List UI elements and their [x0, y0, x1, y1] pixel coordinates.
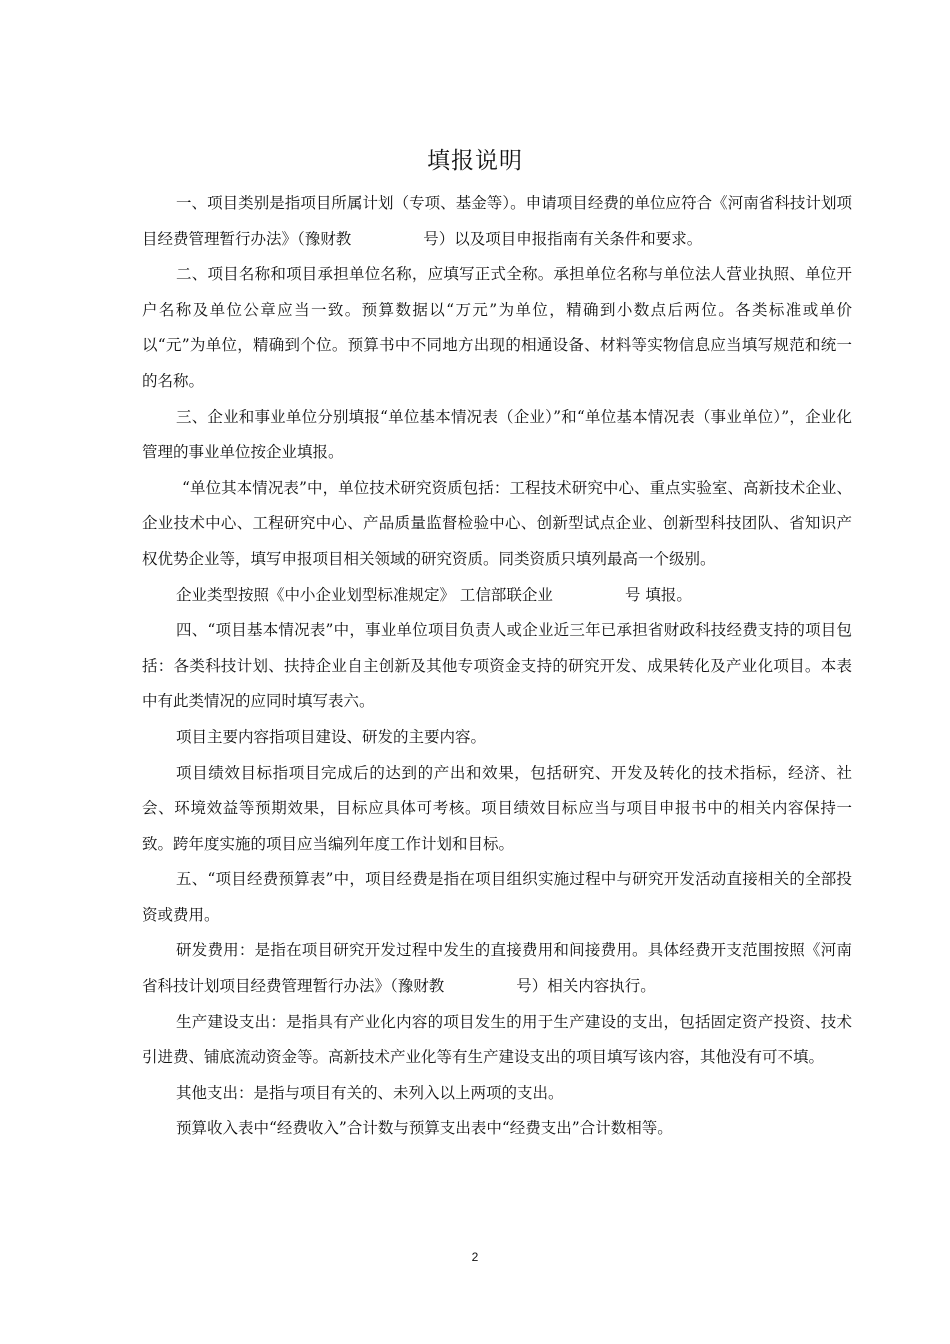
- paragraph-10-text-end: 号）相关内容执行。: [516, 977, 656, 996]
- paragraph-12: 其他支出：是指与项目有关的、未列入以上两项的支出。: [176, 1083, 564, 1102]
- paragraph-2: 二、项目名称和项目承担单位名称，应填写正式全称。承担单位名称与单位法人营业执照、单位开户名称及单位公章应当一致。预算数据以“万元”为单位，精确到小数点后两位。各类标准或单价以“元”为单位，精确到个位。预算书中不同地方出现的相通设备、材料等实物信息应当填写规范和统一的名称。: [142, 265, 852, 390]
- paragraph-4: “单位其本情况表”中，单位技术研究资质包括：工程技术研究中心、重点实验室、高新技术企业、企业技术中心、工程研究中心、产品质量监督检验中心、创新型试点企业、创新型科技团队、省知识产权优势企业等，填写申报项目相关领域的研究资质。同类资质只填列最高一个级别。: [142, 478, 852, 568]
- paragraph-1-text-end: 号）以及项目申报指南有关条件和要求。: [423, 229, 703, 248]
- paragraph-10-text: 研发费用：是指在项目研究开发过程中发生的直接费用和间接费用。具体经费开支范围按照《河南省科技计划项目经费管理暂行办法》（豫财教: [142, 941, 852, 996]
- page-title: 填报说明: [427, 148, 523, 174]
- paragraph-5: [142, 578, 852, 614]
- paragraph-7: 项目主要内容指项目建设、研发的主要内容。: [176, 727, 487, 746]
- instructions-body: [142, 186, 852, 1147]
- paragraph-1: [142, 186, 852, 257]
- page-number: 2: [471, 1250, 479, 1264]
- paragraph-1-text: 一、项目类别是指项目所属计划（专项、基金等）。申请项目经费的单位应符合《河南省科技计划项目经费管理暂行办法》（豫财教: [142, 194, 852, 248]
- paragraph-5-text-end: 号 填报。: [624, 585, 692, 604]
- paragraph-10: [142, 933, 852, 1004]
- paragraph-6: 四、“项目基本情况表”中，事业单位项目负责人或企业近三年已承担省财政科技经费支持的项目包括：各类科技计划、扶持企业自主创新及其他专项资金支持的研究开发、成果转化及产业化项目。本表中有此类情况的应同时填写表六。: [142, 621, 852, 711]
- paragraph-5-text: 企业类型按照《中小企业划型标准规定》 工信部联企业: [176, 585, 553, 604]
- paragraph-3: 三、企业和事业单位分别填报“单位基本情况表（企业）”和“单位基本情况表（事业单位）”，企业化管理的事业单位按企业填报。: [142, 407, 852, 462]
- paragraph-9: 五、“项目经费预算表”中，项目经费是指在项目组织实施过程中与研究开发活动直接相关的全部投资或费用。: [142, 870, 852, 924]
- paragraph-13: 预算收入表中“经费收入”合计数与预算支出表中“经费支出”合计数相等。: [176, 1119, 673, 1138]
- paragraph-8: 项目绩效目标指项目完成后的达到的产出和效果，包括研究、开发及转化的技术指标，经济、社会、环境效益等预期效果，目标应具体可考核。项目绩效目标应当与项目申报书中的相关内容保持一致。跨年度实施的项目应当编列年度工作计划和目标。: [142, 763, 852, 853]
- paragraph-11: 生产建设支出：是指具有产业化内容的项目发生的用于生产建设的支出，包括固定资产投资、技术引进费、铺底流动资金等。高新技术产业化等有生产建设支出的项目填写该内容，其他没有可不填。: [142, 1012, 852, 1067]
